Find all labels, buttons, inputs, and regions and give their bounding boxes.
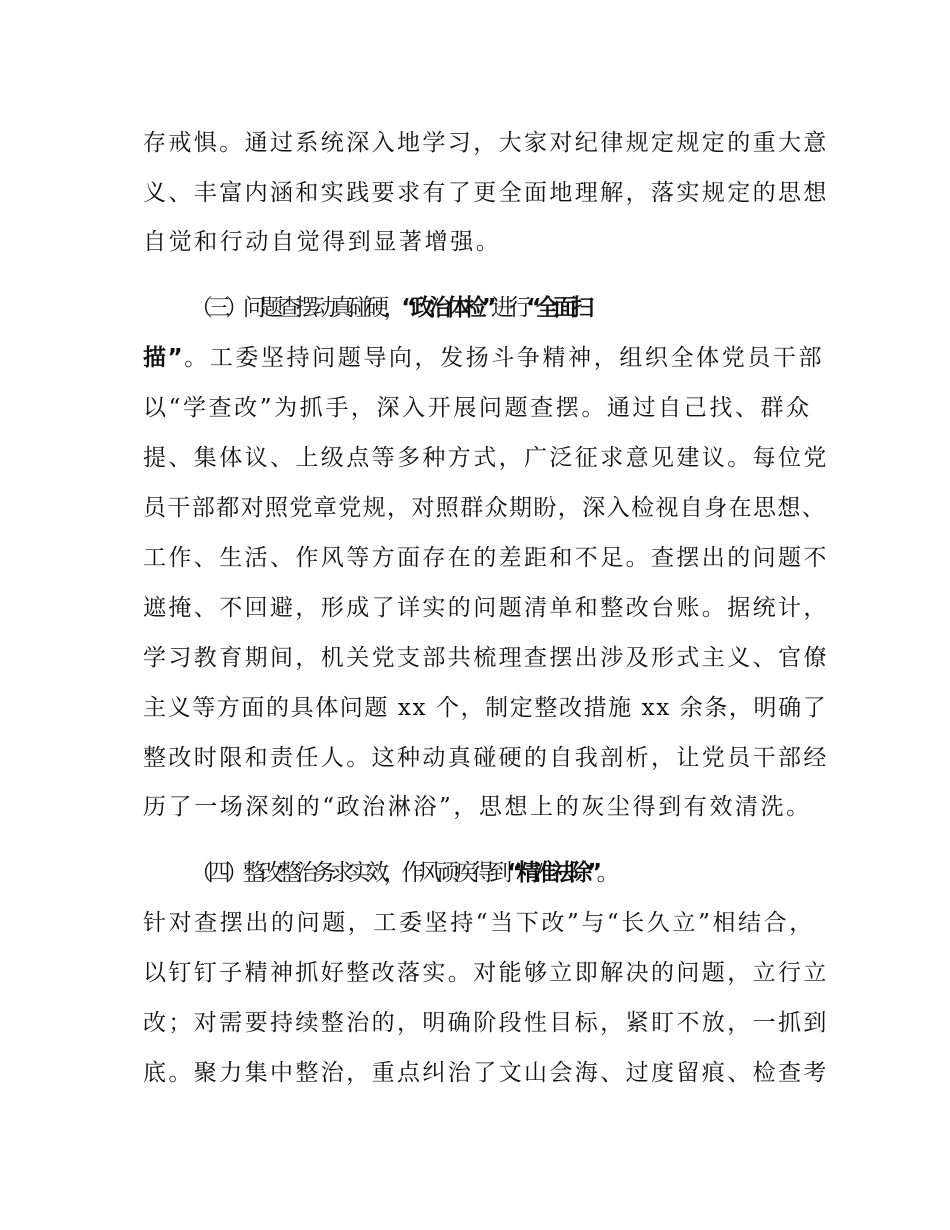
section-3-heading-mid: 进行 xyxy=(491,295,527,321)
section-4-heading-bold: “精准祛除” xyxy=(506,860,597,886)
section-4-heading-suffix: 。 xyxy=(596,860,615,886)
paragraph-line: 学习教育期间，机关党支部共梳理查摆出涉及形式主义、官僚 xyxy=(143,645,829,671)
paragraph-line: 以钉钉子精神抓好整改落实。对能够立即解决的问题，立行立 xyxy=(143,960,829,986)
paragraph-line: 改；对需要持续整治的，明确阶段性目标，紧盯不放，一抓到 xyxy=(143,1010,829,1036)
paragraph-line: 整改时限和责任人。这种动真碰硬的自我剖析，让党员干部经 xyxy=(143,745,829,771)
paragraph-line: 底。聚力集中整治，重点纠治了文山会海、过度留痕、检查考 xyxy=(143,1060,829,1086)
paragraph-line: 历了一场深刻的“政治淋浴”，思想上的灰尘得到有效清洗。 xyxy=(143,794,812,820)
section-4-heading xyxy=(190,853,870,893)
section-3-heading-bold-1: “政治体检” xyxy=(401,295,492,321)
section-3-heading-bold-3: 描” xyxy=(143,345,185,371)
paragraph-line: 针对查摆出的问题，工委坚持“当下改”与“长久立”相结合， xyxy=(143,910,815,936)
section-3-heading-prefix: （三）问题查摆动真碰硬， xyxy=(190,295,402,321)
section-4-heading-prefix: （四）整改整治务求实效，作风顽疾得到 xyxy=(190,860,507,886)
paragraph-line: 自觉和行动自觉得到显著增强。 xyxy=(143,229,502,255)
section-3-line-2-text: 。工委坚持问题导向，发扬斗争精神，组织全体党员干部 xyxy=(184,345,825,371)
paragraph-line: 工作、生活、作风等方面存在的差距和不足。查摆出的问题不 xyxy=(143,545,829,571)
paragraph-line: 员干部都对照党章党规，对照群众期盼，深入检视自身在思想、 xyxy=(143,495,827,521)
paragraph-line: 主义等方面的具体问题 xx 个，制定整改措施 xx 余条，明确了 xyxy=(143,695,828,721)
section-3-heading xyxy=(190,288,870,328)
paragraph-line: 义、丰富内涵和实践要求有了更全面地理解，落实规定的思想 xyxy=(143,180,829,206)
paragraph-line: 提、集体议、上级点等多种方式，广泛征求意见建议。每位党 xyxy=(143,445,829,471)
paragraph-line: 以“学查改”为抓手，深入开展问题查摆。通过自己找、群众 xyxy=(143,395,812,421)
paragraph-line: 存戒惧。通过系统深入地学习，大家对纪律规定规定的重大意 xyxy=(143,130,829,156)
section-3-heading-line-2 xyxy=(143,338,823,378)
section-3-heading-bold-2: “全面扫 xyxy=(526,295,589,321)
paragraph-line: 遮掩、不回避，形成了详实的问题清单和整改台账。据统计， xyxy=(143,595,829,621)
